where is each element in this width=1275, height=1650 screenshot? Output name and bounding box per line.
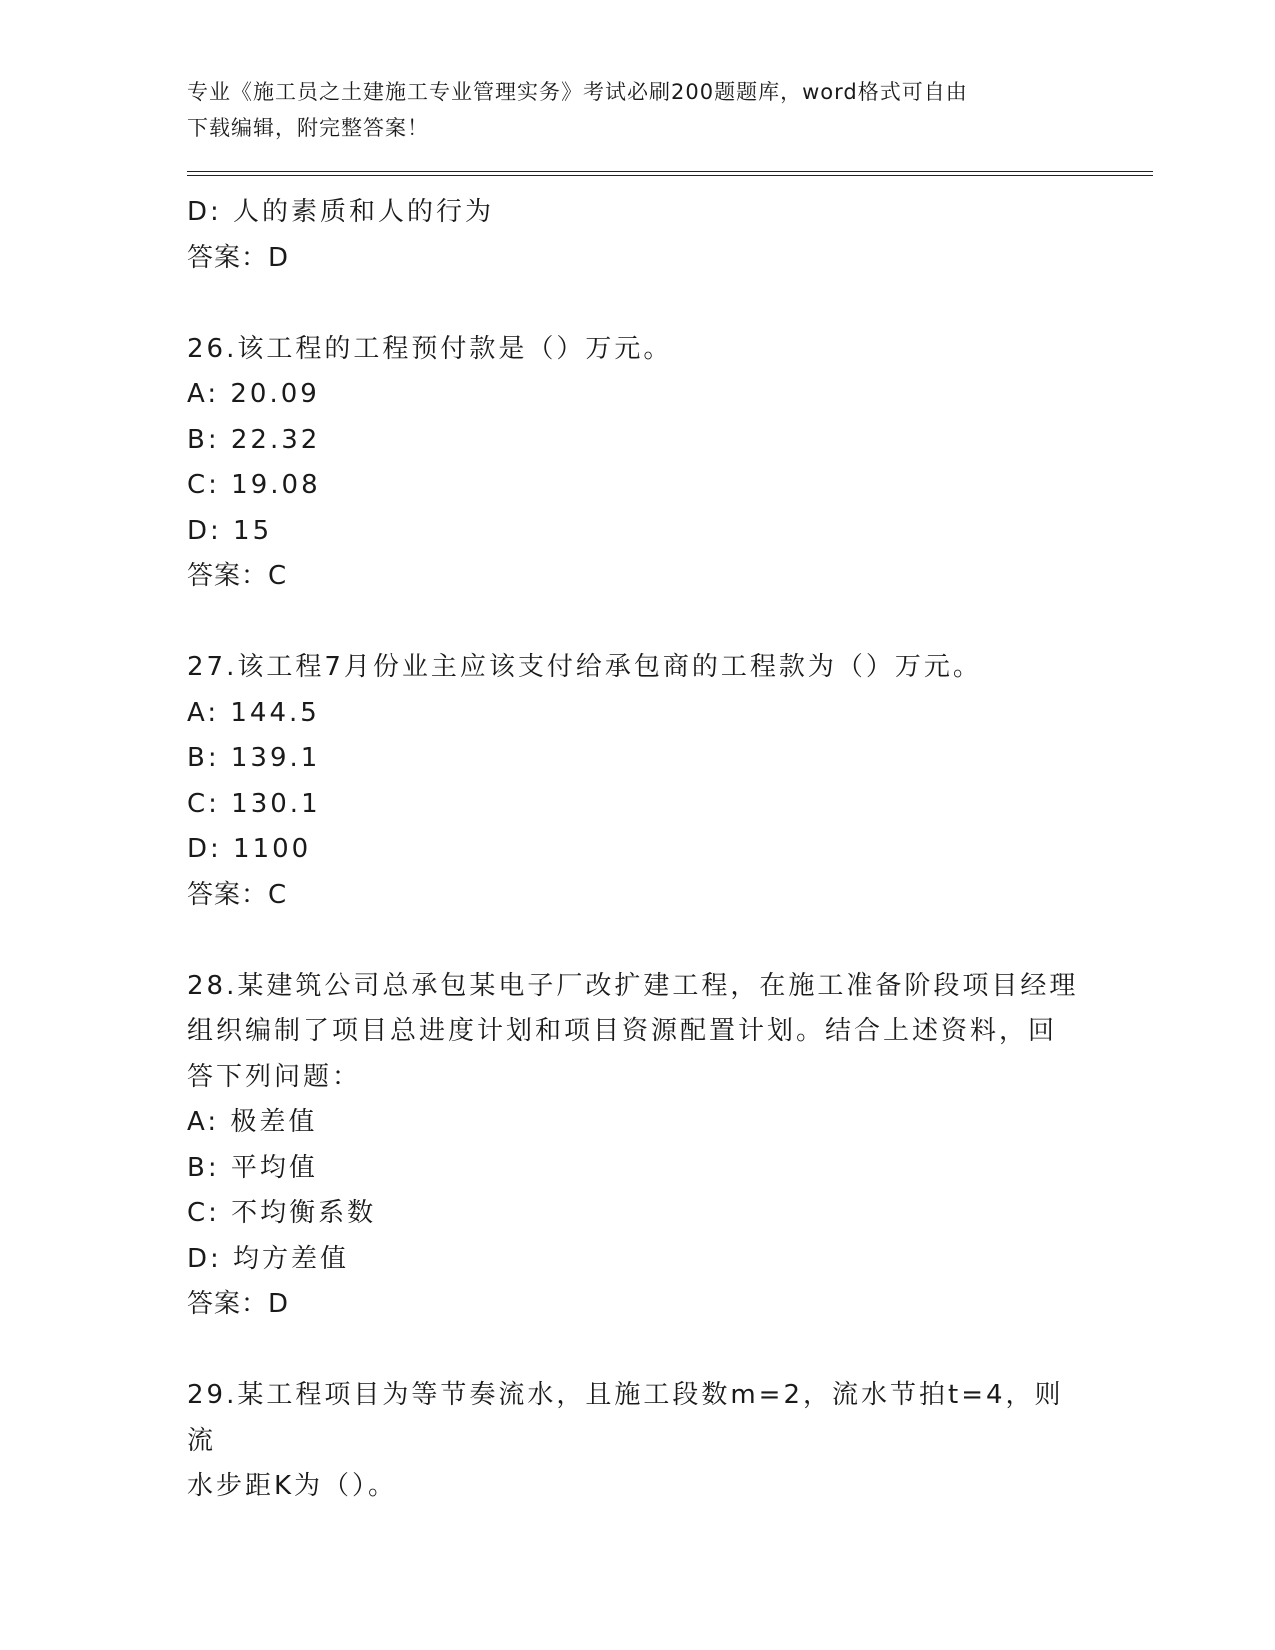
header-rule-top xyxy=(187,171,1153,172)
question-27 xyxy=(187,645,1087,918)
option-c: C: 不均衡系数 xyxy=(187,1198,377,1228)
question-stem-line-1: 29.某工程项目为等节奏流水，且施工段数m=2，流水节拍t=4，则流 xyxy=(187,1380,1064,1456)
option-d: D: 15 xyxy=(187,515,273,546)
option-d: D: 均方差值 xyxy=(187,1243,350,1274)
option-b: B: 139.1 xyxy=(187,743,321,773)
option-a: A: 极差值 xyxy=(187,1107,318,1137)
question-26 xyxy=(187,327,1087,600)
answer: 答案：D xyxy=(187,1289,290,1319)
question-stem-line-2: 组织编制了项目总进度计划和项目资源配置计划。结合上述资料，回 xyxy=(187,1016,1058,1046)
option-b: B: 平均值 xyxy=(187,1152,318,1183)
option-d: D: 1100 xyxy=(187,834,312,864)
question-stem-line-3: 答下列问题： xyxy=(187,1061,362,1092)
header-rule-bottom xyxy=(187,175,1153,176)
option-c: C: 130.1 xyxy=(187,788,321,819)
question-list xyxy=(187,190,1087,1510)
answer: 答案：D xyxy=(187,242,290,273)
option-c: C: 19.08 xyxy=(187,470,321,500)
question-stem-line-2: 水步距K为（）。 xyxy=(187,1471,398,1501)
top-fragment xyxy=(187,190,1087,281)
option-a: A: 20.09 xyxy=(187,379,320,409)
header-line-1: 专业《施工员之土建施工专业管理实务》考试必刷200题题库，word格式可自由 xyxy=(187,80,968,104)
header-line-2: 下载编辑，附完整答案！ xyxy=(187,116,429,140)
question-29 xyxy=(187,1373,1087,1510)
question-stem: 27.该工程7月份业主应该支付给承包商的工程款为（）万元。 xyxy=(187,652,982,682)
question-28 xyxy=(187,964,1087,1328)
option-b: B: 22.32 xyxy=(187,424,321,455)
option-a: A: 144.5 xyxy=(187,697,320,728)
question-stem: 26.该工程的工程预付款是（）万元。 xyxy=(187,333,673,364)
answer: 答案：C xyxy=(187,561,288,591)
question-stem-line-1: 28.某建筑公司总承包某电子厂改扩建工程，在施工准备阶段项目经理 xyxy=(187,970,1079,1001)
answer: 答案：C xyxy=(187,879,288,910)
option: D: 人的素质和人的行为 xyxy=(187,197,495,227)
document-header xyxy=(187,74,1087,146)
